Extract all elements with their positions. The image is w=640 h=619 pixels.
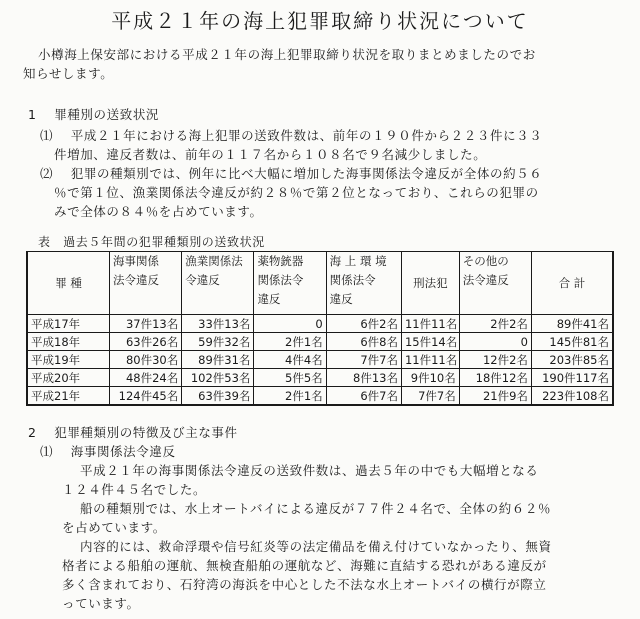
table-cell: 7件7名 — [326, 351, 401, 369]
table-caption: 表 過去５年間の犯罪種類別の送致状況 — [38, 235, 265, 249]
offense-table — [26, 251, 614, 406]
table-row — [27, 315, 613, 333]
table-cell: 7件7名 — [401, 387, 459, 406]
s1-p1-line-2: 件増加、違反者数は、前年の１１７名から１０８名で９名減少しました。 — [54, 147, 487, 162]
s2-p3-line-2: 格者による船舶の運航、無検査船舶の運航など、海難に直結する恐れがある違反が — [62, 558, 547, 573]
table-cell: 2件1名 — [254, 387, 326, 406]
header-cell: 合 計 — [531, 252, 613, 315]
table-cell: 203件85名 — [531, 351, 613, 369]
s2-p3-line-4: っています。 — [62, 596, 140, 611]
header-cell: 罪 種 — [27, 252, 110, 315]
table-cell: 6件7名 — [326, 387, 401, 406]
table-cell: 190件117名 — [531, 369, 613, 387]
s1-p1-line-1: ⑴ 平成２１年における海上犯罪の送致件数は、前年の１９０件から２２３件に３３ — [40, 128, 543, 143]
table-cell: 平成18年 — [27, 333, 110, 351]
table-cell: 89件31名 — [182, 351, 254, 369]
table-row — [27, 333, 613, 351]
s1-p2-line-2: ％で第１位、漁業関係法令違反が約２８％で第２位となっており、これらの犯罪の — [54, 185, 539, 200]
header-cell: 薬物銃器 関係法令 違反 — [254, 252, 326, 315]
s2-subheading: ⑴ 海事関係法令違反 — [40, 444, 176, 459]
header-cell: 漁業関係法 令違反 — [182, 252, 254, 315]
s1-p2-line-1: ⑵ 犯罪の種類別では、例年に比べ大幅に増加した海事関係法令違反が全体の約５６ — [40, 166, 543, 181]
s2-p1-line-1: 平成２１年の海事関係法令違反の送致件数は、過去５年の中でも大幅増となる — [80, 463, 539, 478]
s2-p2-line-1: 船の種類別では、水上オートバイによる違反が７７件２４名で、全体の約６２％ — [80, 501, 552, 516]
intro-line-1: 小樽海上保安部における平成２１年の海上犯罪取締り状況を取りまとめましたのでお — [38, 47, 536, 62]
header-cell: 海事関係 法令違反 — [110, 252, 182, 315]
s2-p3-line-3: 多く含まれており、石狩湾の海浜を中心とした不法な水上オートバイの横行が際立 — [62, 577, 547, 592]
table-cell: 63件26名 — [110, 333, 182, 351]
table-cell: 145件81名 — [531, 333, 613, 351]
table-cell: 63件39名 — [182, 387, 254, 406]
table-cell: 0 — [254, 315, 326, 333]
table-cell: 平成19年 — [27, 351, 110, 369]
header-cell: 刑法犯 — [401, 252, 459, 315]
table-cell: 4件4名 — [254, 351, 326, 369]
table-cell: 80件30名 — [110, 351, 182, 369]
table-cell: 平成20年 — [27, 369, 110, 387]
table-cell: 0 — [459, 333, 531, 351]
section-1-heading: 1 罪種別の送致状況 — [28, 107, 160, 122]
table-cell: 33件13名 — [182, 315, 254, 333]
table-cell: 48件24名 — [110, 369, 182, 387]
header-cell: 海 上 環 境 関係法令 違反 — [326, 252, 401, 315]
table-cell: 8件13名 — [326, 369, 401, 387]
s2-p2-line-2: を占めています。 — [62, 520, 166, 535]
table-cell: 21件9名 — [459, 387, 531, 406]
s2-p1-line-2: １２４件４５名でした。 — [62, 482, 207, 497]
table-cell: 59件32名 — [182, 333, 254, 351]
table-cell: 102件53名 — [182, 369, 254, 387]
table-cell: 11件11名 — [401, 351, 459, 369]
table-cell: 15件14名 — [401, 333, 459, 351]
table-cell: 5件5名 — [254, 369, 326, 387]
table-cell: 11件11名 — [401, 315, 459, 333]
table-header-row — [27, 252, 613, 315]
s1-p2-line-3: みで全体の８４％を占めています。 — [54, 204, 263, 219]
table-cell: 37件13名 — [110, 315, 182, 333]
table-cell: 124件45名 — [110, 387, 182, 406]
table-cell: 2件2名 — [459, 315, 531, 333]
table-cell: 89件41名 — [531, 315, 613, 333]
table-cell: 2件1名 — [254, 333, 326, 351]
page-title: 平成２１年の海上犯罪取締り状況について — [111, 9, 529, 33]
table-row — [27, 387, 613, 406]
table-row — [27, 369, 613, 387]
s2-p3-line-1: 内容的には、救命浮環や信号紅炎等の法定備品を備え付けていなかったり、無資 — [80, 539, 552, 554]
table-cell: 9件10名 — [401, 369, 459, 387]
table-cell: 平成17年 — [27, 315, 110, 333]
intro-line-2: 知らせします。 — [23, 66, 114, 81]
table-cell: 18件12名 — [459, 369, 531, 387]
header-cell: その他の 法令違反 — [459, 252, 531, 315]
table-cell: 6件8名 — [326, 333, 401, 351]
section-2-heading: 2 犯罪種類別の特徴及び主な事件 — [28, 425, 238, 440]
table-row — [27, 351, 613, 369]
table-cell: 6件2名 — [326, 315, 401, 333]
table-cell: 平成21年 — [27, 387, 110, 406]
table-cell: 12件2名 — [459, 351, 531, 369]
table-cell: 223件108名 — [531, 387, 613, 406]
